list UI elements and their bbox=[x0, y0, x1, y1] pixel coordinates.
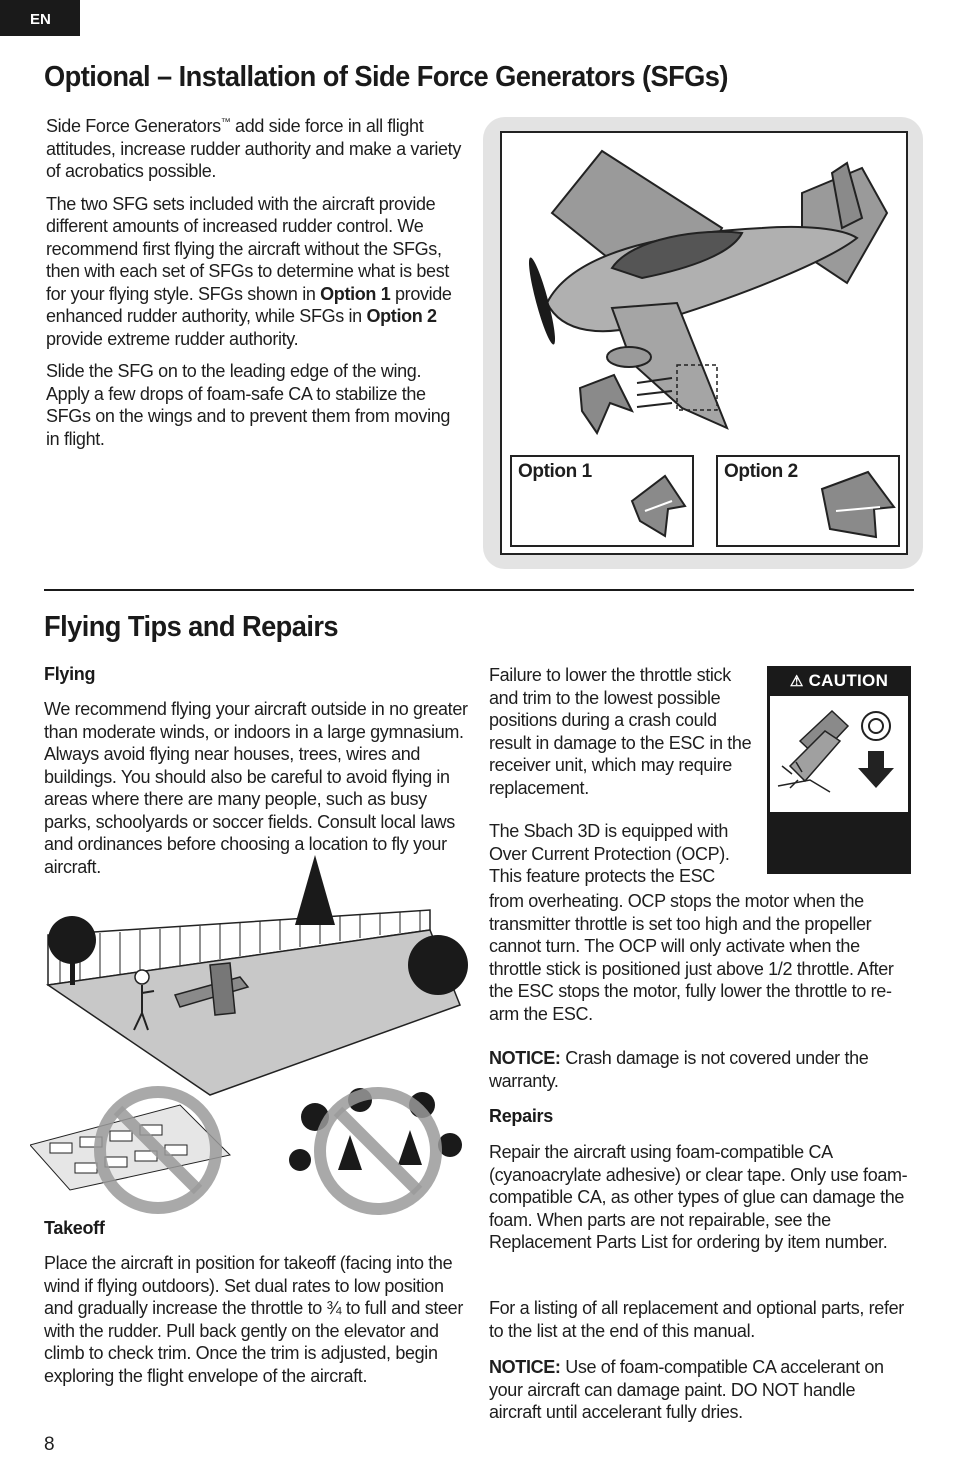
failure-text: Failure to lower the throttle stick and trim to the lowest possible positions during a crash could result in damage to the ESC in the receiver unit, which may require replacement. bbox=[489, 665, 752, 798]
notice-crash bbox=[489, 1047, 909, 1092]
crash-throttle-down-icon bbox=[770, 696, 908, 812]
ocp-text-continued: from overheating. OCP stops the motor when the transmitter throttle is set too high and the propeller cannot turn. The OCP will only activate when the throttle stick is positioned just above 1/2 throttle. After the ESC stops the motor, fully lower the throttle to re-arm the ESC. bbox=[489, 891, 894, 1024]
language-tab: EN bbox=[0, 0, 80, 36]
caution-header bbox=[767, 666, 911, 696]
ocp-text-start bbox=[489, 820, 739, 887]
notice-label-2: NOTICE: bbox=[489, 1357, 561, 1377]
caution-box bbox=[767, 666, 911, 874]
option-2-label: Option 2 bbox=[724, 461, 798, 482]
sfg-p2-c: provide extreme rudder authority. bbox=[46, 328, 299, 349]
repairs-text: Repair the aircraft using foam-compatible CA (cyanoacrylate adhesive) or clear tape. Only use foam-compatible CA, as other types of glue can damage the foam. When parts are not repairable, see the Replacement Parts List for ordering by item number. bbox=[489, 1142, 908, 1252]
sfg-paragraph-2 bbox=[46, 193, 466, 351]
sfg-p2-option2: Option 2 bbox=[366, 306, 437, 326]
takeoff-heading: Takeoff bbox=[44, 1218, 105, 1238]
sfg-p2-b: provide enhanced rudder authority, while SFGs in bbox=[46, 283, 452, 326]
tips-section-title: Flying Tips and Repairs bbox=[44, 611, 339, 643]
notice-text-2: Use of foam-compatible CA accelerant on your aircraft can damage paint. DO NOT handle aircraft until accelerant fully dries. bbox=[489, 1357, 884, 1422]
sfg-option-1-icon bbox=[620, 471, 690, 543]
sfg-figure bbox=[500, 131, 908, 555]
option-2-box bbox=[716, 455, 900, 547]
takeoff-text: Place the aircraft in position for takeoff (facing into the wind if flying outdoors). Set dual rates to low position and gradually increase the throttle to ¾ to full and steer with the rudder. Pull back gently on the elevator and climb to check trim. Once the trim is adjusted, begin exploring the flight envelope of the aircraft. bbox=[44, 1253, 463, 1386]
sfg-p2-a: The two SFG sets included with the aircraft provide different amounts of increased rudder control. We recommend first flying the aircraft without the SFGs, then with each set of SFGs to determine what is best for your flying style. SFGs shown in bbox=[46, 193, 450, 304]
ocp-text: The Sbach 3D is equipped with Over Current Protection (OCP). This feature protects the ESC bbox=[489, 821, 730, 886]
trademark-symbol: ™ bbox=[220, 117, 231, 128]
sfg-option-2-icon bbox=[816, 467, 898, 543]
caution-label: CAUTION bbox=[808, 671, 889, 690]
flying-field-illustration bbox=[30, 855, 475, 1215]
warning-icon: ⚠ bbox=[789, 673, 804, 690]
flying-heading: Flying bbox=[44, 664, 96, 684]
sfg-p1-start: Side Force Generators bbox=[46, 116, 221, 136]
notice-accelerant bbox=[489, 1356, 909, 1424]
page-number: 8 bbox=[44, 1434, 55, 1455]
caution-illustration bbox=[770, 696, 908, 812]
sfg-p1-end: add side force in all flight attitudes, increase rudder authority and make a variety of acrobatics possible. bbox=[46, 116, 461, 181]
repairs-heading: Repairs bbox=[489, 1106, 553, 1126]
flying-text: We recommend flying your aircraft outside in no greater than moderate winds, or indoors in a large gymnasium. Always avoid flying near houses, trees, wires and buildings. You should also be careful to avoid flying in areas where there are many people, such as busy parks, schoolyards or soccer fields. Consult local laws and ordinances before choosing a location to fly your aircraft. bbox=[44, 699, 468, 877]
sfg-section-title: Optional – Installation of Side Force Generators (SFGs) bbox=[44, 61, 728, 93]
notice-label-1: NOTICE: bbox=[489, 1048, 561, 1068]
option-1-label: Option 1 bbox=[518, 461, 592, 482]
sfg-paragraph-3: Slide the SFG on to the leading edge of the wing. Apply a few drops of foam-safe CA to stabilize the SFGs on the wings and to prevent them from moving in flight. bbox=[46, 361, 451, 449]
option-1-box bbox=[510, 455, 694, 547]
section-divider bbox=[44, 589, 914, 591]
sfg-text-block bbox=[46, 112, 466, 460]
sfg-paragraph-1 bbox=[46, 112, 466, 183]
parts-listing-text: For a listing of all replacement and optional parts, refer to the list at the end of this manual. bbox=[489, 1298, 904, 1341]
notice-text-1: Crash damage is not covered under the warranty. bbox=[489, 1048, 869, 1091]
sfg-p2-option1: Option 1 bbox=[320, 283, 391, 304]
